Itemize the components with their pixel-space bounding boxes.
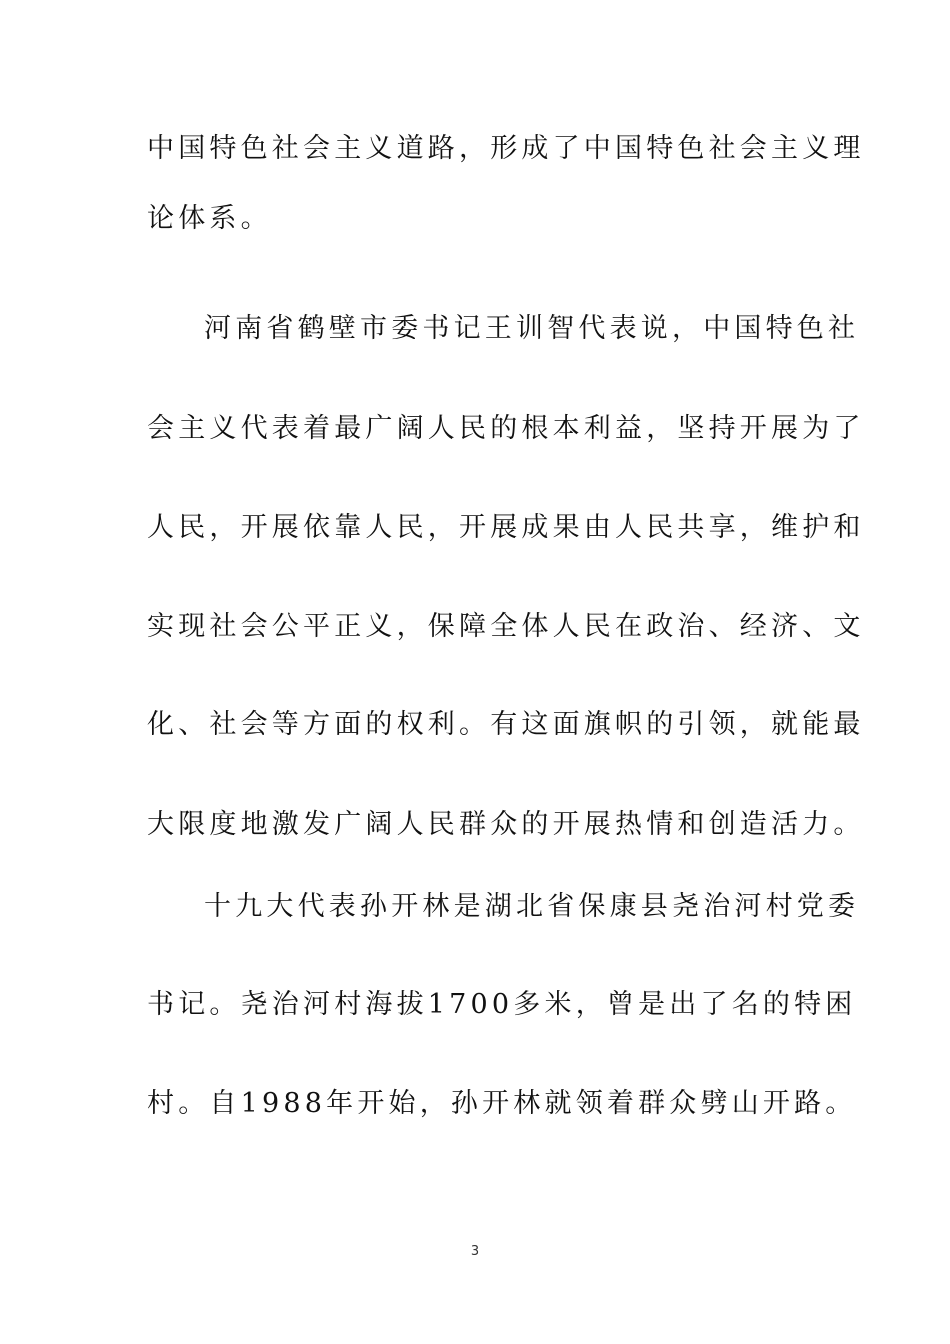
text-line-4: 会主义代表着最广阔人民的根本利益，坚持开展为了 (147, 413, 865, 444)
text-line-1: 中国特色社会主义道路，形成了中国特色社会主义理 (147, 133, 865, 164)
text-line-5: 人民，开展依靠人民，开展成果由人民共享，维护和 (147, 512, 865, 543)
text-line-8: 大限度地激发广阔人民群众的开展热情和创造活力。 (147, 809, 865, 840)
text-line-10: 书记。尧治河村海拔1700多米，曾是出了名的特困 (147, 989, 857, 1020)
text-line-7: 化、社会等方面的权利。有这面旗帜的引领，就能最 (147, 709, 865, 740)
text-line-6: 实现社会公平正义，保障全体人民在政治、经济、文 (147, 611, 865, 642)
text-line-2: 论体系。 (147, 203, 272, 234)
text-line-9: 十九大代表孙开林是湖北省保康县尧治河村党委 (204, 891, 860, 922)
text-line-11: 村。自1988年开始，孙开林就领着群众劈山开路。 (147, 1088, 857, 1119)
text-line-3: 河南省鹤壁市委书记王训智代表说，中国特色社 (204, 313, 860, 344)
page-number: 3 (470, 1244, 480, 1259)
